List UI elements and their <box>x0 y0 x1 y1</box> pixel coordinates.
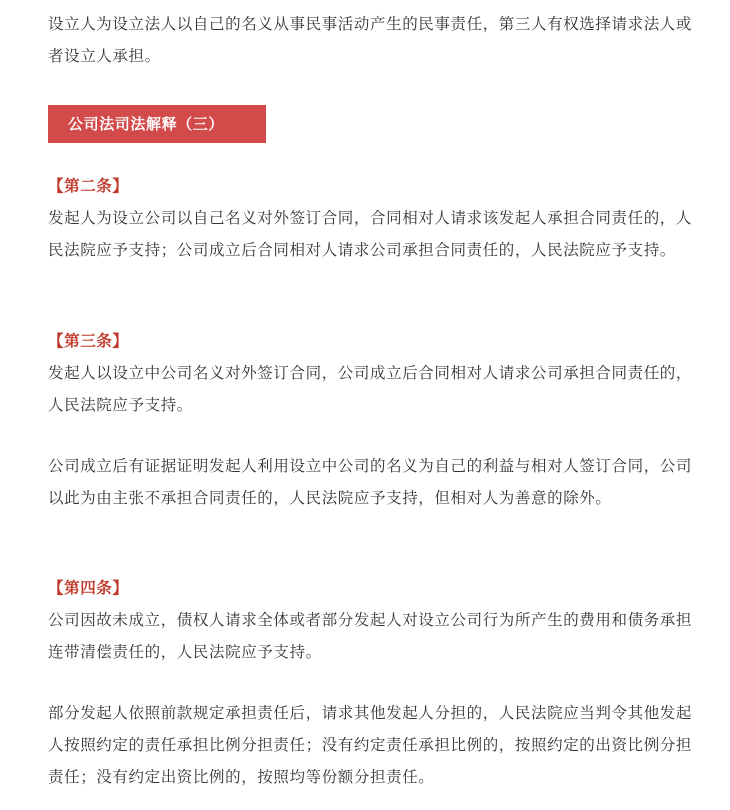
article-heading-2: 【第二条】 <box>48 177 129 195</box>
article-heading-4: 【第四条】 <box>48 579 129 597</box>
article-2-paragraph-1: 发起人为设立公司以自己名义对外签订合同，合同相对人请求该发起人承担合同责任的，人民法院应予支持；公司成立后合同相对人请求公司承担合同责任的，人民法院应予支持。 <box>48 209 693 259</box>
section-title-badge: 公司法司法解释（三） <box>48 105 266 143</box>
article-3-paragraph-1: 发起人以设立中公司名义对外签订合同，公司成立后合同相对人请求公司承担合同责任的，人民法院应予支持。 <box>48 364 693 414</box>
intro-paragraph: 设立人为设立法人以自己的名义从事民事活动产生的民事责任，第三人有权选择请求法人或者设立人承担。 <box>48 15 693 65</box>
article-heading-3: 【第三条】 <box>48 332 129 350</box>
article-4-paragraph-2: 部分发起人依照前款规定承担责任后，请求其他发起人分担的，人民法院应当判令其他发起人按照约定的责任承担比例分担责任；没有约定责任承担比例的，按照约定的出资比例分担责任；没有约定出资比例的，按照均等份额分担责任。 <box>48 704 693 786</box>
article-3-paragraph-2: 公司成立后有证据证明发起人利用设立中公司的名义为自己的利益与相对人签订合同，公司以此为由主张不承担合同责任的，人民法院应予支持，但相对人为善意的除外。 <box>48 457 693 507</box>
article-4-paragraph-1: 公司因故未成立，债权人请求全体或者部分发起人对设立公司行为所产生的费用和债务承担连带清偿责任的，人民法院应予支持。 <box>48 611 693 661</box>
